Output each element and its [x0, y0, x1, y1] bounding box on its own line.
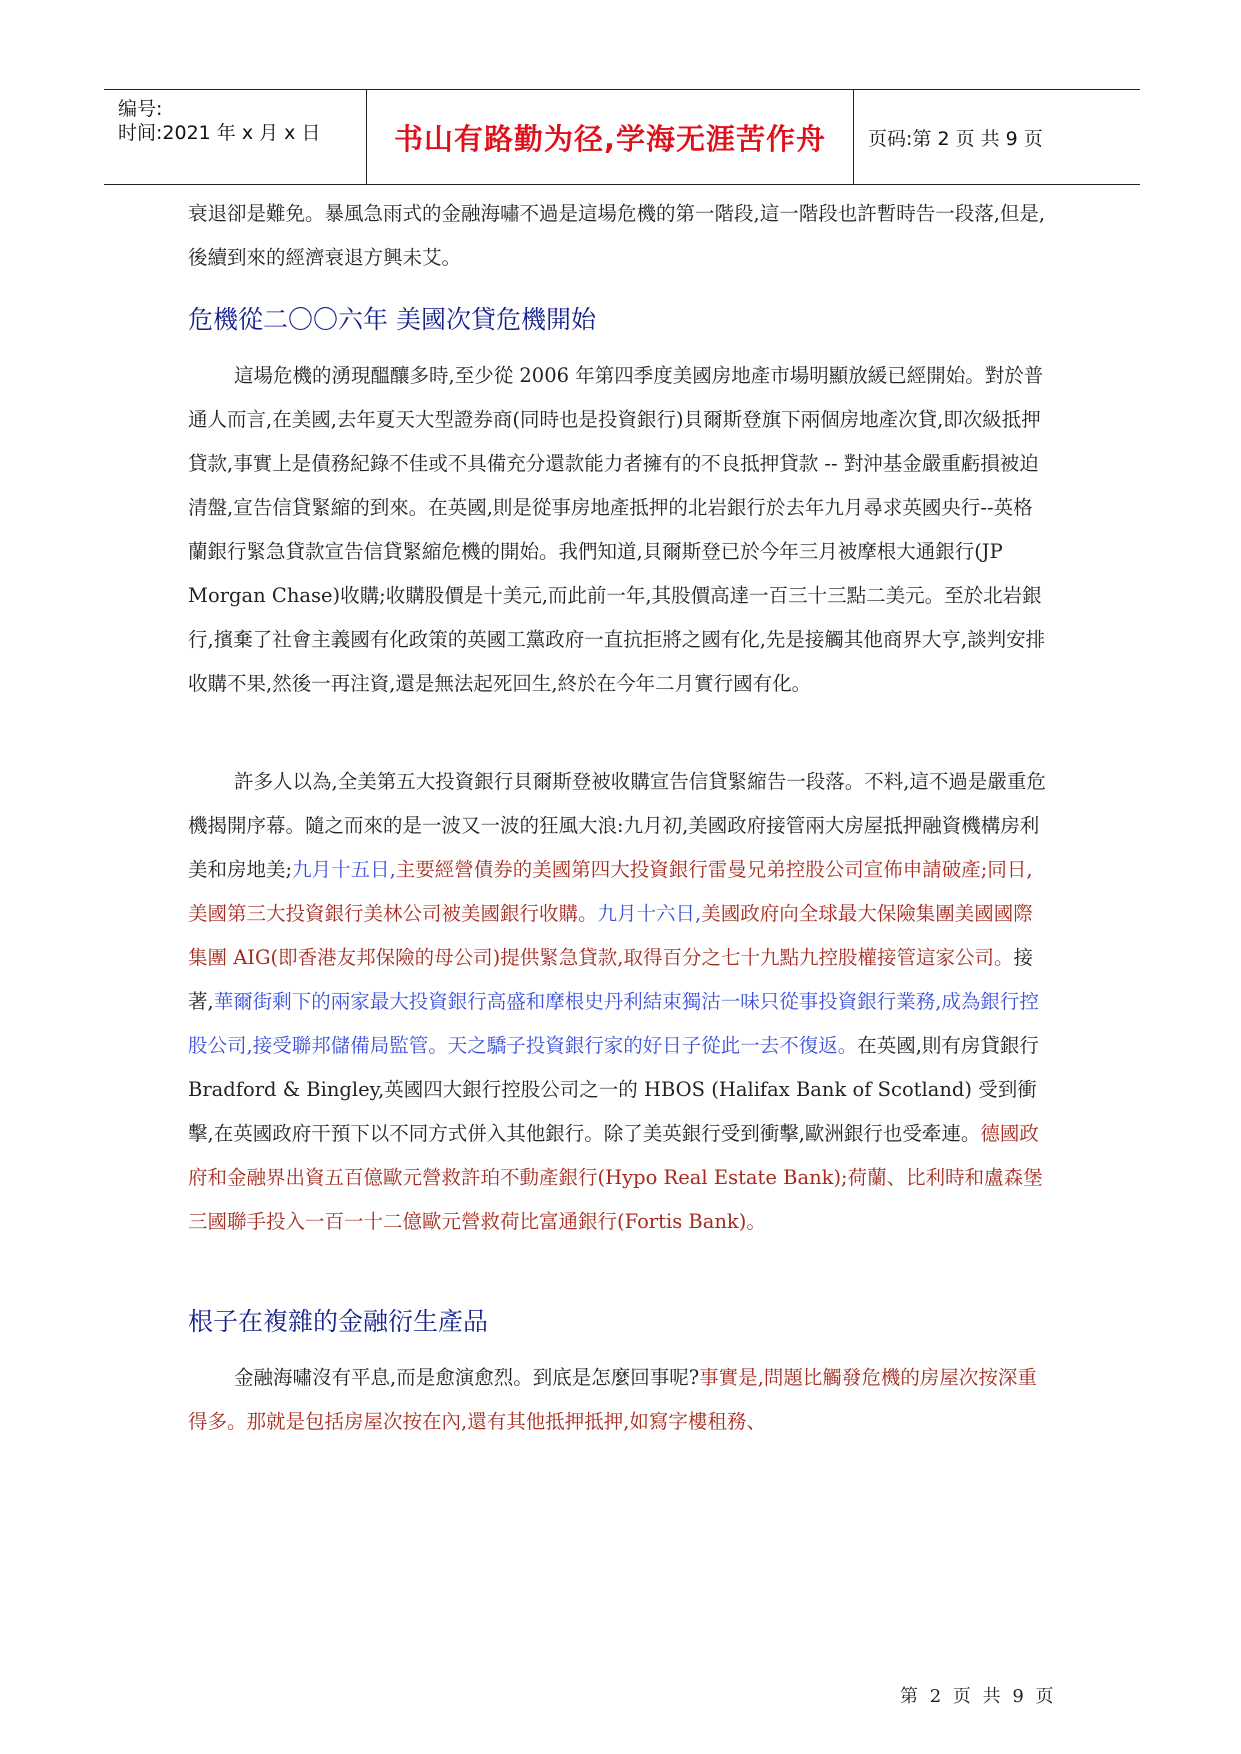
highlight-text: 主要經營債券的美國第四大投資銀行雷曼兄弟控股公司宣佈申請破產;同日,美國第三大投資銀行美林公司被美國銀行收購。: [188, 858, 1033, 925]
paragraph-1: [188, 354, 1050, 706]
document-number-label: 编号:: [118, 98, 163, 120]
page-footer: 第 2 页 共 9 页: [900, 1686, 1057, 1707]
highlight-date: 九月十六日,: [597, 902, 702, 925]
paragraph-text: 衰退卻是難免。暴風急雨式的金融海嘯不過是這場危機的第一階段,這一階段也許暫時告一段落,但是,後續到來的經濟衰退方興未艾。: [188, 202, 1046, 269]
header-info-cell: [104, 90, 366, 184]
header-page-code: 页码:第 2 页 共 9 页: [868, 127, 1043, 150]
document-time-label: 时间:2021 年 x 月 x 日: [118, 122, 321, 144]
highlight-text: 美國政府向全球最大保險集團美國國際集團 AIG(即香港友邦保險的母公司)提供緊急貸款,取得百分之七十九點九控股權接管這家公司。: [188, 902, 1033, 969]
header-motto: 书山有路勤为径,学海无涯苦作舟: [393, 121, 827, 156]
page-header: [104, 89, 1140, 185]
highlight-text: 德國政府和金融界出資五百億歐元營救許珀不動產銀行(Hypo Real Estate Bank);荷蘭、比利時和盧森堡三國聯手投入一百一十二億歐元營救荷比富通銀行(Fortis Bank)。: [188, 1122, 1043, 1233]
paragraph-continuation: [188, 192, 1050, 280]
text-run: 許多人以為,全美第五大投資銀行貝爾斯登被收購宣告信貸緊縮告一段落。不料,這不過是嚴重危機揭開序幕。隨之而來的是一波又一波的狂風大浪:九月初,美國政府接管兩大房屋抵押融資機構房利美和房地美;: [188, 770, 1046, 881]
highlight-text: 事實是,問題比觸發危機的房屋次按深重得多。那就是包括房屋次按在內,還有其他抵押抵押,如寫字樓租務、: [188, 1366, 1037, 1433]
paragraph-3: [188, 1356, 1050, 1444]
paragraph-text: 這場危機的湧現醞釀多時,至少從 2006 年第四季度美國房地產市場明顯放緩已經開始。對於普通人而言,在美國,去年夏天大型證券商(同時也是投資銀行)貝爾斯登旗下兩個房地產次貸,即次級抵押貸款,事實上是債務紀錄不佳或不具備充分還款能力者擁有的不良抵押貸款 -- 對沖基金嚴重虧損被迫清盤,宣告信貸緊縮的到來。在英國,則是從事房地產抵押的北岩銀行於去年九月尋求英國央行--英格蘭銀行緊急貸款宣告信貸緊縮危機的開始。我們知道,貝爾斯登已於今年三月被摩根大通銀行(JP Morgan Chase)收購;收購股價是十美元,而此前一年,其股價高達一百三十三點二美元。至於北岩銀行,擯棄了社會主義國有化政策的英國工黨政府一直抗拒將之國有化,先是接觸其他商界大亨,談判安排收購不果,然後一再注資,還是無法起死回生,終於在今年二月實行國有化。: [188, 364, 1046, 695]
highlight-text: 華爾街剩下的兩家最大投資銀行高盛和摩根史丹利結束獨沽一味只從事投資銀行業務,成為銀行控股公司,接受聯邦儲備局監管。天之驕子投資銀行家的好日子從此一去不復返。: [188, 990, 1039, 1057]
paragraph-text: [188, 1356, 1050, 1444]
section-heading-2: 根子在複雜的金融衍生產品: [188, 1307, 489, 1336]
header-motto-cell: [366, 90, 854, 184]
paragraph-2: [188, 760, 1050, 1244]
text-run: 金融海嘯沒有平息,而是愈演愈烈。到底是怎麼回事呢?: [234, 1366, 700, 1389]
text-run: 在英國,則有房貸銀行 Bradford & Bingley,英國四大銀行控股公司之一的 HBOS (Halifax Bank of Scotland) 受到衝擊,在英國政府干預下以不同方式併入其他銀行。除了美英銀行受到衝擊,歐洲銀行也受牽連。: [188, 1034, 1039, 1145]
section-heading-1: 危機從二〇〇六年 美國次貸危機開始: [188, 305, 596, 334]
paragraph-text: [188, 760, 1050, 1244]
highlight-date: 九月十五日,: [292, 858, 396, 881]
header-page-cell: [854, 90, 1140, 184]
text-run: 接著,: [188, 946, 1033, 1013]
